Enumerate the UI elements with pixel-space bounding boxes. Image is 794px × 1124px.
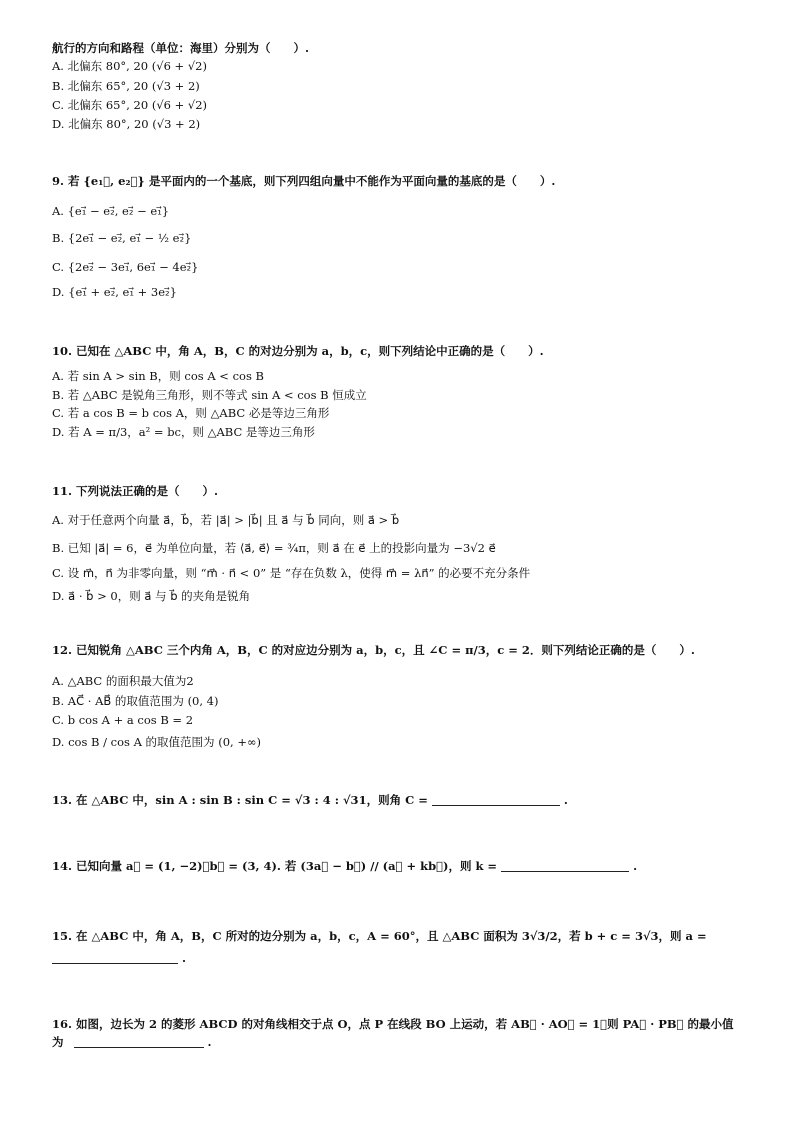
q13-line	[52, 792, 568, 808]
q11-option-c: C. 设 m⃗，n⃗ 为非零向量，则 “m⃗ · n⃗ < 0” 是 “存在负数 λ，使得 m⃗ = λn⃗” 的必要不充分条件	[52, 566, 531, 580]
q15-end: .	[182, 951, 187, 965]
q9-option-d: D. {e₁⃗ + e₂⃗, e₁⃗ + 3e₂⃗}	[52, 285, 177, 299]
q12-stem: 12. 已知锐角 △ABC 三个内角 A，B，C 的对应边分别为 a，b，c，且 ∠C = π/3，c = 2．则下列结论正确的是（ ）.	[52, 643, 695, 657]
q10-option-b: B. 若 △ABC 是锐角三角形，则不等式 sin A < cos B 恒成立	[52, 388, 367, 402]
q10-stem: 10. 已知在 △ABC 中，角 A，B，C 的对边分别为 a，b，c，则下列结论中正确的是（ ）.	[52, 344, 544, 358]
q12-option-d: D. cos B / cos A 的取值范围为 (0, +∞)	[52, 735, 262, 749]
q16-stem: 16. 如图，边长为 2 的菱形 ABCD 的对角线相交于点 O，点 P 在线段 BO 上运动，若 AB⃗ · AO⃗ = 1，则 PA⃗ · PB⃗ 的最小值	[52, 1017, 734, 1031]
q16-answer-blank[interactable]	[74, 1035, 204, 1048]
q16-cont: 为	[52, 1035, 64, 1049]
q16-line2	[52, 1034, 212, 1050]
q12-option-c: C. b cos A + a cos B = 2	[52, 713, 194, 727]
q13-end: .	[563, 793, 568, 807]
q8-option-c: C. 北偏东 65°, 20 (√6 + √2)	[52, 98, 208, 112]
q12-option-b: B. AC⃗ · AB⃗ 的取值范围为 (0, 4)	[52, 694, 219, 708]
q14-stem: 14. 已知向量 a⃗ = (1, −2)，b⃗ = (3, 4). 若 (3a⃗ − b⃗) // (a⃗ + kb⃗)，则 k =	[52, 859, 498, 873]
q13-stem: 13. 在 △ABC 中，sin A : sin B : sin C = √3 : 4 : √31，则角 C =	[52, 793, 428, 807]
q10-option-c: C. 若 a cos B = b cos A，则 △ABC 必是等边三角形	[52, 406, 330, 420]
q13-answer-blank[interactable]	[432, 793, 560, 806]
q14-answer-blank[interactable]	[501, 859, 629, 872]
q15-line2	[52, 950, 186, 966]
q9-option-b: B. {2e₁⃗ − e₂⃗, e₁⃗ − ½ e₂⃗}	[52, 231, 192, 245]
q10-option-a: A. 若 sin A > sin B，则 cos A < cos B	[52, 369, 264, 383]
q15-answer-blank[interactable]	[52, 951, 178, 964]
q16-end: .	[207, 1035, 212, 1049]
q11-option-b: B. 已知 |a⃗| = 6，e⃗ 为单位向量，若 ⟨a⃗, e⃗⟩ = ¾π，则 a⃗ 在 e⃗ 上的投影向量为 −3√2 e⃗	[52, 541, 496, 555]
q12-option-a: A. △ABC 的面积最大值为2	[52, 674, 194, 688]
q10-option-d: D. 若 A = π/3，a² = bc，则 △ABC 是等边三角形	[52, 425, 315, 439]
q8-tail: 航行的方向和路程（单位：海里）分别为（ ）.	[52, 41, 310, 55]
q14-end: .	[633, 859, 638, 873]
q11-option-a: A. 对于任意两个向量 a⃗，b⃗，若 |a⃗| > |b⃗| 且 a⃗ 与 b⃗ 同向，则 a⃗ > b⃗	[52, 513, 400, 527]
q11-stem: 11. 下列说法正确的是（ ）.	[52, 484, 219, 498]
q9-stem: 9. 若 {e₁⃗, e₂⃗} 是平面内的一个基底，则下列四组向量中不能作为平面向量的基底的是（ ）.	[52, 174, 556, 188]
q15-stem: 15. 在 △ABC 中，角 A，B，C 所对的边分别为 a，b，c，A = 60°，且 △ABC 面积为 3√3/2，若 b + c = 3√3，则 a =	[52, 929, 707, 943]
q8-option-a: A. 北偏东 80°, 20 (√6 + √2)	[52, 59, 207, 73]
q11-option-d: D. a⃗ · b⃗ > 0，则 a⃗ 与 b⃗ 的夹角是锐角	[52, 589, 251, 603]
q8-option-b: B. 北偏东 65°, 20 (√3 + 2)	[52, 79, 200, 93]
q14-line	[52, 858, 637, 874]
q9-option-a: A. {e₁⃗ − e₂⃗, e₂⃗ − e₁⃗}	[52, 204, 170, 218]
q9-option-c: C. {2e₂⃗ − 3e₁⃗, 6e₁⃗ − 4e₂⃗}	[52, 260, 199, 274]
q8-option-d: D. 北偏东 80°, 20 (√3 + 2)	[52, 117, 201, 131]
